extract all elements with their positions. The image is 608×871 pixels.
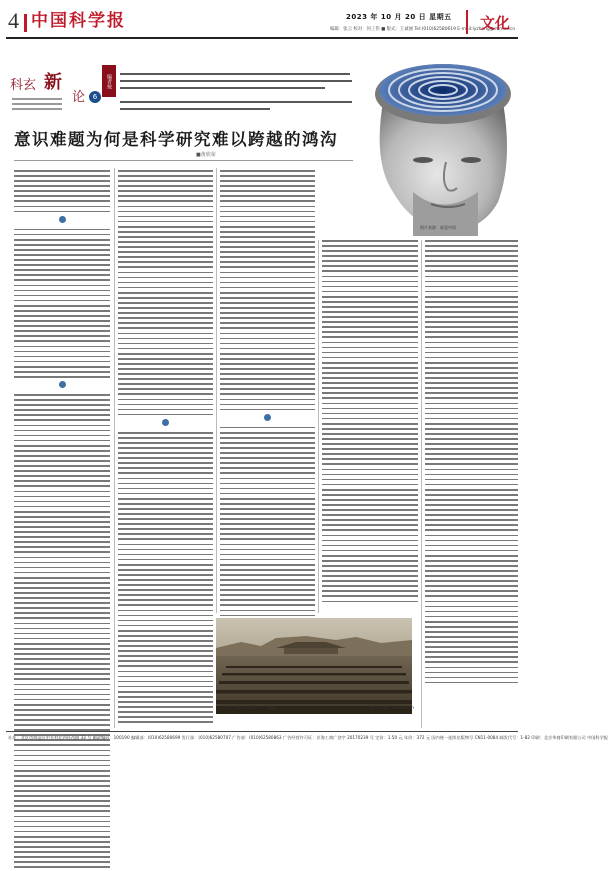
- text-column-1: [14, 170, 110, 871]
- column-divider: [216, 168, 217, 613]
- palace-image-caption: 《启明》图片来源的一个画面。: [217, 706, 282, 711]
- column-divider: [318, 240, 319, 613]
- section-marker-icon: [264, 414, 271, 421]
- palace-image-credit: 图片来源：Unsplash: [370, 706, 414, 711]
- staff-line: 编辑：张云 校对：何工伟 ■ 版式：王诚丽 Tel:(010)62580619 E-mail:lyzhang@stimes.cn: [330, 27, 516, 32]
- column-logo-part2: 新: [44, 72, 62, 93]
- article-byline: ■黄欣荣: [196, 152, 216, 158]
- masthead-divider: [24, 14, 27, 32]
- headline-rule: [14, 160, 354, 161]
- page-number: 4: [8, 8, 19, 33]
- editor-note-tag: 编者按: [102, 65, 116, 97]
- text-column-5: [425, 240, 518, 687]
- column-logo: [10, 68, 110, 118]
- footer-info: 社址：北京市海淀区中关村北四环西路 33 号 邮政编码：100190 编辑部：(010)62580699 发行部：(010)62580707 广告部：(010)62580863 广告经营许可证：京海工商广登字 20170239 号 定价：1.50 元 年价：372 元 国内统一连续出版物号 CN11-0084 邮发代号：1-82 印刷：北京华商印刷有限公司 中国科学报: [8, 735, 608, 740]
- section-marker-icon: [59, 381, 66, 388]
- section-label: 文化: [466, 10, 522, 34]
- column-logo-badge: 6: [89, 91, 101, 103]
- editor-note-text: [120, 73, 355, 115]
- newspaper-name: 中国科学报: [31, 11, 126, 31]
- top-rule: [6, 37, 518, 39]
- maze-head-illustration: [353, 42, 520, 236]
- text-column-3: [220, 170, 315, 620]
- column-divider: [114, 168, 115, 728]
- section-marker-icon: [162, 419, 169, 426]
- article-headline: 意识难题为何是科学研究难以跨越的鸿沟: [14, 130, 338, 149]
- column-divider: [421, 240, 422, 728]
- bottom-rule: [6, 731, 518, 732]
- text-column-2: [118, 170, 213, 726]
- palace-scene-image: [216, 618, 412, 714]
- text-column-4: [322, 240, 418, 606]
- column-logo-subtitle: [12, 98, 62, 113]
- face-image-caption: 图片来源：视觉中国: [420, 225, 456, 230]
- column-logo-part3: 论: [72, 90, 86, 105]
- issue-date: 2023 年 10 月 20 日 星期五: [346, 13, 452, 21]
- section-marker-icon: [59, 216, 66, 223]
- column-logo-part1: 科玄: [10, 78, 37, 93]
